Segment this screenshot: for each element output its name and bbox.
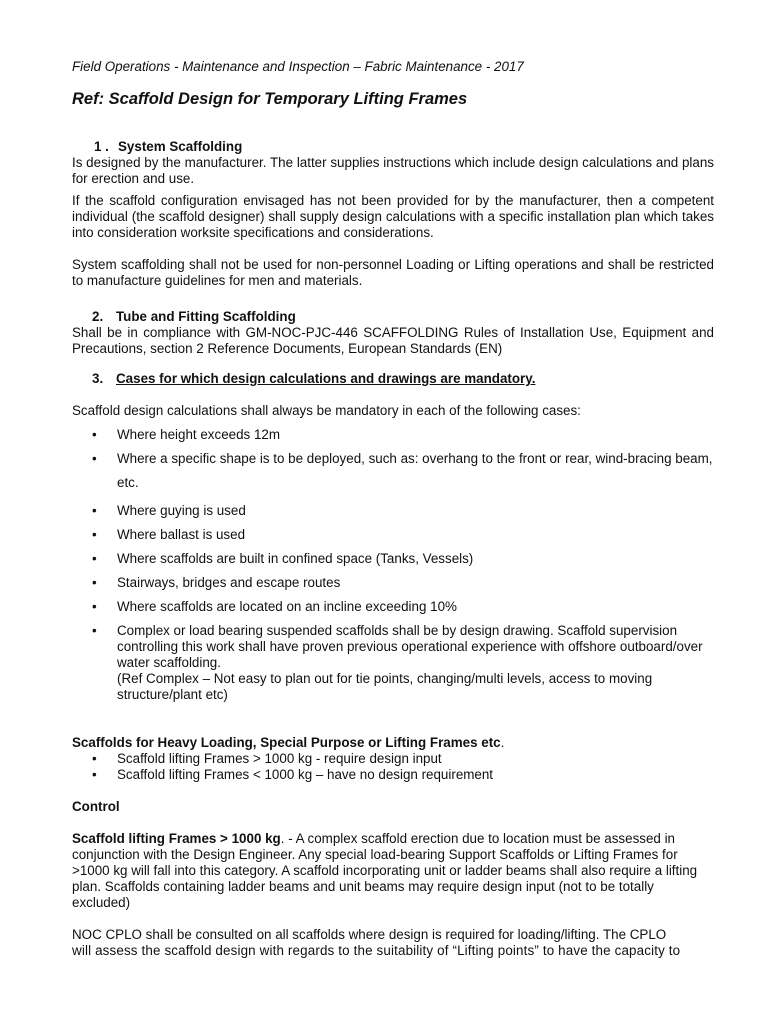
section-1-paragraph-1: Is designed by the manufacturer. The latter supplies instructions which include design calculations and plans for erection and use. <box>72 155 714 186</box>
list-item: • Where ballast is used <box>72 527 714 543</box>
control-paragraph-2-line-1: NOC CPLO shall be consulted on all scaffolds where design is required for loading/lifting. The CPLO <box>72 927 667 942</box>
heavy-loading-heading <box>72 735 714 751</box>
list-item: • Where scaffolds are located on an incline exceeding 10% <box>72 599 714 615</box>
control-paragraph-1-text: . - A complex scaffold erection due to location must be assessed in conjunction with the Design Engineer. Any special load-bearing Support Scaffolds or Lifting Frames for >1000 kg will fall into this category. A scaffold incorporating unit or ladder beams shall also require a lifting plan. Scaffolds containing ladder beams and unit beams may require design input (not to be totally excluded) <box>72 831 698 910</box>
mandatory-cases-list <box>72 427 714 703</box>
control-lead: Scaffold lifting Frames > 1000 kg <box>72 831 281 846</box>
list-item: • Stairways, bridges and escape routes <box>72 575 714 591</box>
section-2-number: 2. <box>92 309 104 324</box>
section-3-number: 3. <box>92 371 104 386</box>
section-1-title: System Scaffolding <box>118 139 243 154</box>
list-item-complex <box>72 623 714 703</box>
section-3-intro: Scaffold design calculations shall always be mandatory in each of the following cases: <box>72 403 581 418</box>
section-1-heading <box>72 139 714 155</box>
complex-item-text: • Complex or load bearing suspended scaffolds shall be by design drawing. Scaffold supervision controlling this work shall have proven previous operational experience with offshore outboard/over water scaffolding. <box>117 623 703 670</box>
control-heading: Control <box>72 799 120 814</box>
reference-title: Ref: Scaffold Design for Temporary Lifting Frames <box>72 90 468 108</box>
running-header: Field Operations - Maintenance and Inspection – Fabric Maintenance - 2017 <box>72 59 524 74</box>
document-body <box>72 139 714 959</box>
section-2-paragraph-1: Shall be in compliance with GM-NOC-PJC-446 SCAFFOLDING Rules of Installation Use, Equipment and Precautions, section 2 Reference Documents, European Standards (EN) <box>72 325 714 356</box>
section-3-heading <box>72 371 714 387</box>
section-1-paragraph-3: System scaffolding shall not be used for non-personnel Loading or Lifting operations and shall be restricted to manufacture guidelines for men and materials. <box>72 257 714 288</box>
list-item: • Scaffold lifting Frames > 1000 kg - require design input <box>72 751 714 767</box>
list-item: • Where scaffolds are built in confined space (Tanks, Vessels) <box>72 551 714 567</box>
list-item: • Where guying is used <box>72 503 714 519</box>
section-2-title: Tube and Fitting Scaffolding <box>116 309 296 324</box>
section-1-paragraph-2: If the scaffold configuration envisaged has not been provided for by the manufacturer, then a competent individual (the scaffold designer) shall supply design calculations with a specific installation plan which takes into consideration worksite specifications and considerations. <box>72 193 714 240</box>
control-paragraph-2-line-2: will assess the scaffold design with regards to the suitability of “Lifting points” to have the capacity to <box>72 943 681 958</box>
control-paragraph-1 <box>72 831 714 911</box>
list-item: • Scaffold lifting Frames < 1000 kg – have no design requirement <box>72 767 714 783</box>
heavy-loading-heading-text: Scaffolds for Heavy Loading, Special Purpose or Lifting Frames etc <box>72 735 501 750</box>
complex-item-note: (Ref Complex – Not easy to plan out for tie points, changing/multi levels, access to moving structure/plant etc) <box>117 671 653 702</box>
list-item: • Where a specific shape is to be deployed, such as: overhang to the front or rear, wind-bracing beam, etc. <box>72 447 714 495</box>
section-2-heading <box>72 309 714 325</box>
lifting-frames-list <box>72 751 714 783</box>
section-3-title: Cases for which design calculations and drawings are mandatory. <box>116 371 536 386</box>
heavy-loading-heading-suffix: . <box>500 735 505 750</box>
list-item: • Where height exceeds 12m <box>72 427 714 443</box>
section-1-number: 1 . <box>94 139 109 154</box>
